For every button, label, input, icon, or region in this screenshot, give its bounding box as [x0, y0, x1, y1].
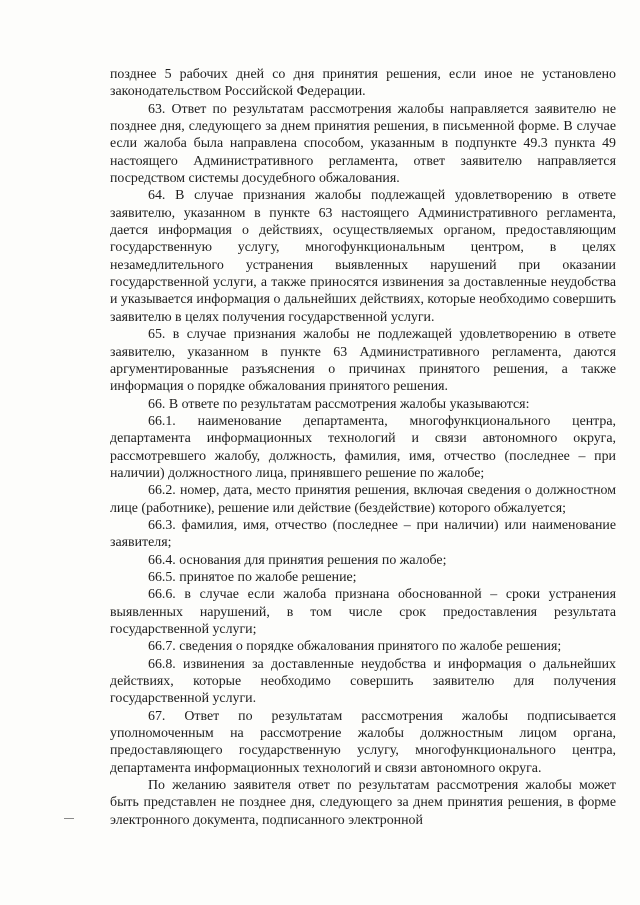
scan-speck [64, 818, 74, 819]
paragraph-65: 65. в случае признания жалобы не подлежащей удовлетворению в ответе заявителю, указанном в пункте 63 Административного регламента, даются аргументированные разъяснения о причинах принятого решения, а также информация о порядке обжалования принятого решения. [110, 327, 616, 395]
paragraph-67: 67. Ответ по результатам рассмотрения жалобы подписывается уполномоченным на рассмотрение жалобы должностным лицом органа, предоставляющего государственную услугу, многофункционального центра, департамента информационных технологий и связи автономного округа. [110, 708, 616, 776]
paragraph-64: 64. В случае признания жалобы подлежащей удовлетворению в ответе заявителю, указанном в пункте 63 настоящего Административного регламента, дается информация о действиях, осуществляемых органом, предоставляющим государственную услугу, многофункциональным центром, в целях незамедлительного устранения выявленных нарушений при оказании государственной услуги, а также приносятся извинения за доставленные неудобства и указывается информация о дальнейших действиях, которые необходимо совершить заявителю в целях получения государственной услуги. [110, 188, 616, 325]
paragraph-66-4: 66.4. основания для принятия решения по жалобе; [148, 552, 447, 568]
document-body [110, 66, 616, 829]
paragraph-66-6: 66.6. в случае если жалоба признана обоснованной – сроки устранения выявленных нарушений, в том числе срок предоставления результата государственной услуги; [110, 587, 616, 637]
paragraph-66-2: 66.2. номер, дата, место принятия решения, включая сведения о должностном лице (работнике), решение или действие (бездействие) которого обжалуется; [110, 483, 616, 516]
paragraph-electronic-response: По желанию заявителя ответ по результатам рассмотрения жалобы может быть представлен не позднее дня, следующего за днем принятия решения, в форме электронного документа, подписанного электронной [110, 778, 616, 828]
paragraph-66-5: 66.5. принятое по жалобе решение; [148, 569, 357, 585]
paragraph-63: 63. Ответ по результатам рассмотрения жалобы направляется заявителю не позднее дня, следующего за днем принятия решения, в письменной форме. В случае если жалоба была направлена способом, указанным в подпункте 49.3 пункта 49 настоящего Административного регламента, ответ заявителю направляется посредством системы досудебного обжалования. [110, 101, 616, 187]
paragraph-66-3: 66.3. фамилия, имя, отчество (последнее – при наличии) или наименование заявителя; [110, 517, 616, 551]
paragraph-continuation: позднее 5 рабочих дней со дня принятия решения, если иное не установлено законодательством Российской Федерации. [110, 67, 616, 100]
paragraph-66-8: 66.8. извинения за доставленные неудобства и информация о дальнейших действиях, которые необходимо совершить заявителю для получения государственной услуги. [110, 656, 616, 707]
paragraph-66-1: 66.1. наименование департамента, многофункционального центра, департамента информационных технологий и связи автономного округа, рассмотревшего жалобу, должность, фамилия, имя, отчество (последнее – при наличии) должностного лица, принявшего решение по жалобе; [110, 413, 616, 481]
paragraph-66: 66. В ответе по результатам рассмотрения жалобы указываются: [148, 396, 530, 412]
paragraph-66-7: 66.7. сведения о порядке обжалования принятого по жалобе решения; [148, 639, 562, 655]
